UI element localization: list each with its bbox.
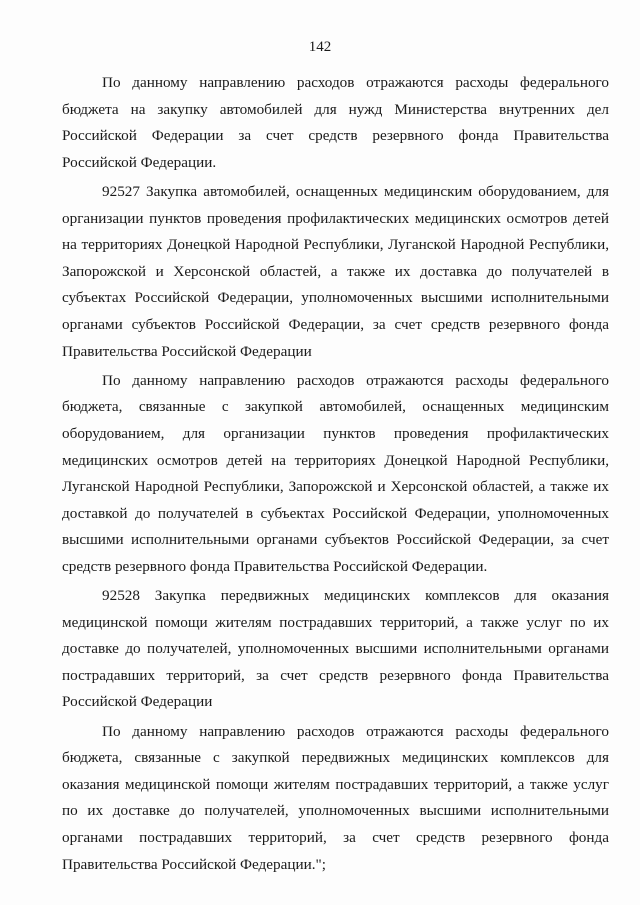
document-body (62, 70, 609, 878)
paragraph-expense-description-mvd: По данному направлению расходов отражаются расходы федерального бюджета на закупку автомобилей для нужд Министерства внутренних дел Российской Федерации за счет средств резервного фонда Правительства Российской Федерации. (62, 74, 609, 171)
paragraph-code-92527-heading: 92527 Закупка автомобилей, оснащенных медицинским оборудованием, для организации пунктов проведения профилактических медицинских осмотров детей на территориях Донецкой Народной Республики, Луганской Народной Республики, Запорожской и Херсонской областей, а также их доставка до получателей в субъектах Российской Федерации, уполномоченных высшими исполнительными органами субъектов Российской Федерации, за счет средств резервного фонда Правительства Российской Федерации (62, 182, 609, 360)
paragraph-code-92527-description: По данному направлению расходов отражаются расходы федерального бюджета, связанные с закупкой автомобилей, оснащенных медицинским оборудованием, для организации пунктов проведения профилактических медицинских осмотров детей на территориях Донецкой Народной Республики, Луганской Народной Республики, Запорожской и Херсонской областей, а также их доставкой до получателей в субъектах Российской Федерации, уполномоченных высшими исполнительными органами субъектов Российской Федерации, за счет средств резервного фонда Правительства Российской Федерации. (62, 371, 609, 575)
page-number: 142 (308, 39, 332, 55)
paragraph-code-92528-description: По данному направлению расходов отражаются расходы федерального бюджета, связанные с закупкой передвижных медицинских комплексов для оказания медицинской помощи жителям пострадавших территорий, а также услуг по их доставке до получателей, уполномоченных высшими исполнительными органами пострадавших территорий, за счет средств резервного фонда Правительства Российской Федерации."; (62, 722, 609, 873)
paragraph-code-92528-heading: 92528 Закупка передвижных медицинских комплексов для оказания медицинской помощи жителям пострадавших территорий, а также услуг по их доставке до получателей, уполномоченных высшими исполнительными органами пострадавших территорий, за счет средств резервного фонда Правительства Российской Федерации (62, 587, 609, 711)
